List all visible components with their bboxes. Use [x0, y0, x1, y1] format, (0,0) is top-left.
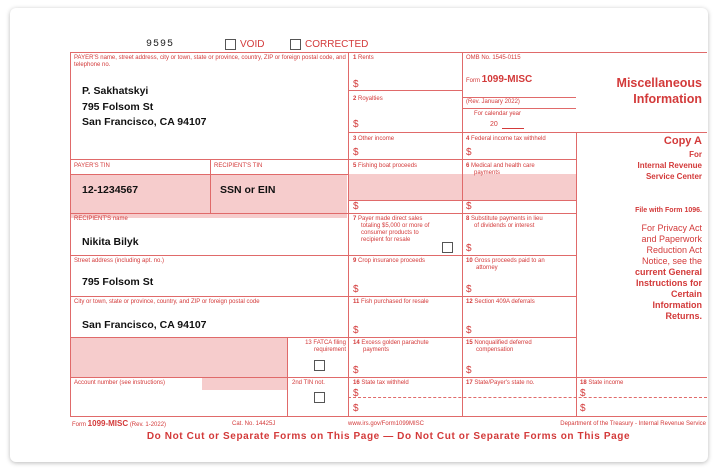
recipient-city: San Francisco, CA 94107 — [82, 319, 207, 331]
payer-city: San Francisco, CA 94107 — [82, 116, 207, 128]
calendar-year-field[interactable] — [502, 128, 524, 129]
second-tin-label: 2nd TIN not. — [292, 380, 325, 386]
box15-dollar: $ — [466, 365, 472, 376]
box4-dollar: $ — [466, 147, 472, 158]
footer-form: Form 1099-MISC (Rev. 1-2022) — [72, 419, 167, 428]
void-checkbox[interactable] — [225, 39, 236, 50]
box2-label: 2 Royalties — [353, 96, 383, 102]
corrected-checkbox[interactable] — [290, 39, 301, 50]
instr-line5: Returns. — [665, 311, 702, 321]
box12-dollar: $ — [466, 325, 472, 336]
box7-label: 7 Payer made direct sales totaling $5,000 or more of consumer products to recipient for resale — [353, 216, 430, 243]
corrected-label: CORRECTED — [305, 39, 369, 50]
account-shade — [202, 378, 287, 390]
copy-center: Service Center — [645, 172, 702, 181]
box16-dollar-1: $ — [353, 388, 359, 399]
box1-dollar: $ — [353, 79, 359, 90]
recipient-name-label: RECIPIENT'S name — [74, 216, 128, 222]
copy-for: For — [689, 150, 702, 159]
omb-number: OMB No. 1545-0115 — [466, 55, 521, 61]
calendar-year-label: For calendar year — [474, 111, 522, 117]
tax-form-card — [10, 8, 708, 462]
file-with-1096: File with Form 1096. — [635, 207, 702, 214]
instr-line2: Instructions for — [635, 278, 702, 288]
box3-label: 3 Other income — [353, 136, 395, 142]
box18-dollar-1: $ — [580, 388, 586, 399]
box11-dollar: $ — [353, 325, 359, 336]
calendar-year-prefix: 20 — [490, 121, 498, 128]
form-number: Form 1099-MISC — [466, 74, 533, 85]
recipient-tin-label: RECIPIENT'S TIN — [214, 163, 263, 169]
box2-dollar: $ — [353, 119, 359, 130]
box14-dollar: $ — [353, 365, 359, 376]
box18-label: 18 State income — [580, 380, 624, 386]
box8-dollar: $ — [466, 243, 472, 254]
void-label: VOID — [240, 39, 265, 50]
payer-street: 795 Folsom St — [82, 101, 154, 113]
box14-label: 14 Excess golden parachute payments — [353, 340, 429, 353]
form-revision: (Rev. January 2022) — [466, 99, 520, 105]
box1-label: 1 Rents — [353, 55, 374, 61]
fatca-checkbox[interactable] — [314, 360, 325, 371]
footer-url: www.irs.gov/Form1099MISC — [348, 421, 425, 427]
box10-dollar: $ — [466, 284, 472, 295]
box16-dollar-2: $ — [353, 403, 359, 414]
box12-label: 12 Section 409A deferrals — [466, 299, 535, 305]
fatca-label: 13 FATCA filing requirement — [305, 340, 346, 353]
box11-label: 11 Fish purchased for resale — [353, 299, 429, 305]
box6-dollar: $ — [466, 201, 472, 212]
box6-label: 6 Medical and health care payments — [466, 163, 535, 176]
instr-line4: Information — [652, 300, 702, 310]
recipient-tin-value: SSN or EIN — [220, 184, 276, 196]
box10-label: 10 Gross proceeds paid to an attorney — [466, 258, 545, 271]
form-title-line1: Miscellaneous — [616, 76, 702, 90]
copy-a-title: Copy A — [663, 135, 702, 147]
footer-cat: Cat. No. 14425J — [232, 421, 276, 427]
box9-label: 9 Crop insurance proceeds — [353, 258, 426, 264]
box5-label: 5 Fishing boat proceeds — [353, 163, 418, 169]
box5-dollar: $ — [353, 201, 359, 212]
box16-label: 16 State tax withheld — [353, 380, 409, 386]
instr-line3: Certain — [670, 289, 702, 299]
privacy-line2: and Paperwork — [641, 234, 702, 244]
box3-dollar: $ — [353, 147, 359, 158]
payer-label: PAYER'S name, street address, city or town, state or province, country, ZIP or foreign postal code, and telephone no. — [74, 55, 346, 68]
account-number-label: Account number (see instructions) — [74, 380, 166, 386]
form-code: 9595 — [146, 39, 175, 50]
fatca-left-shade — [71, 337, 287, 377]
box4-label: 4 Federal income tax withheld — [466, 136, 546, 142]
privacy-line4: Notice, see the — [641, 256, 702, 266]
payer-name: P. Sakhatskyi — [82, 85, 149, 97]
box17-label: 17 State/Payer's state no. — [466, 380, 535, 386]
instr-line1: current General — [634, 267, 702, 277]
box8-label: 8 Substitute payments in lieu of dividends or interest — [466, 216, 543, 229]
box7-checkbox[interactable] — [442, 242, 453, 253]
copy-irs: Internal Revenue — [637, 161, 702, 170]
box15-label: 15 Nonqualified deferred compensation — [466, 340, 532, 353]
recipient-street-label: Street address (including apt. no.) — [74, 258, 165, 264]
second-tin-checkbox[interactable] — [314, 392, 325, 403]
form-title-line2: Information — [633, 92, 702, 106]
privacy-line3: Reduction Act — [646, 245, 702, 255]
payer-tin-label: PAYER'S TIN — [74, 163, 110, 169]
do-not-cut-warning: Do Not Cut or Separate Forms on This Page — Do Not Cut or Separate Forms on This Page — [146, 431, 631, 442]
privacy-line1: For Privacy Act — [641, 223, 702, 233]
recipient-street: 795 Folsom St — [82, 276, 154, 288]
recipient-city-label: City or town, state or province, country, and ZIP or foreign postal code — [74, 299, 260, 305]
box18-dollar-2: $ — [580, 403, 586, 414]
box9-dollar: $ — [353, 284, 359, 295]
payer-tin-value: 12-1234567 — [82, 184, 139, 196]
footer-dept: Department of the Treasury - Internal Revenue Service — [560, 421, 706, 427]
recipient-name: Nikita Bilyk — [82, 236, 139, 248]
